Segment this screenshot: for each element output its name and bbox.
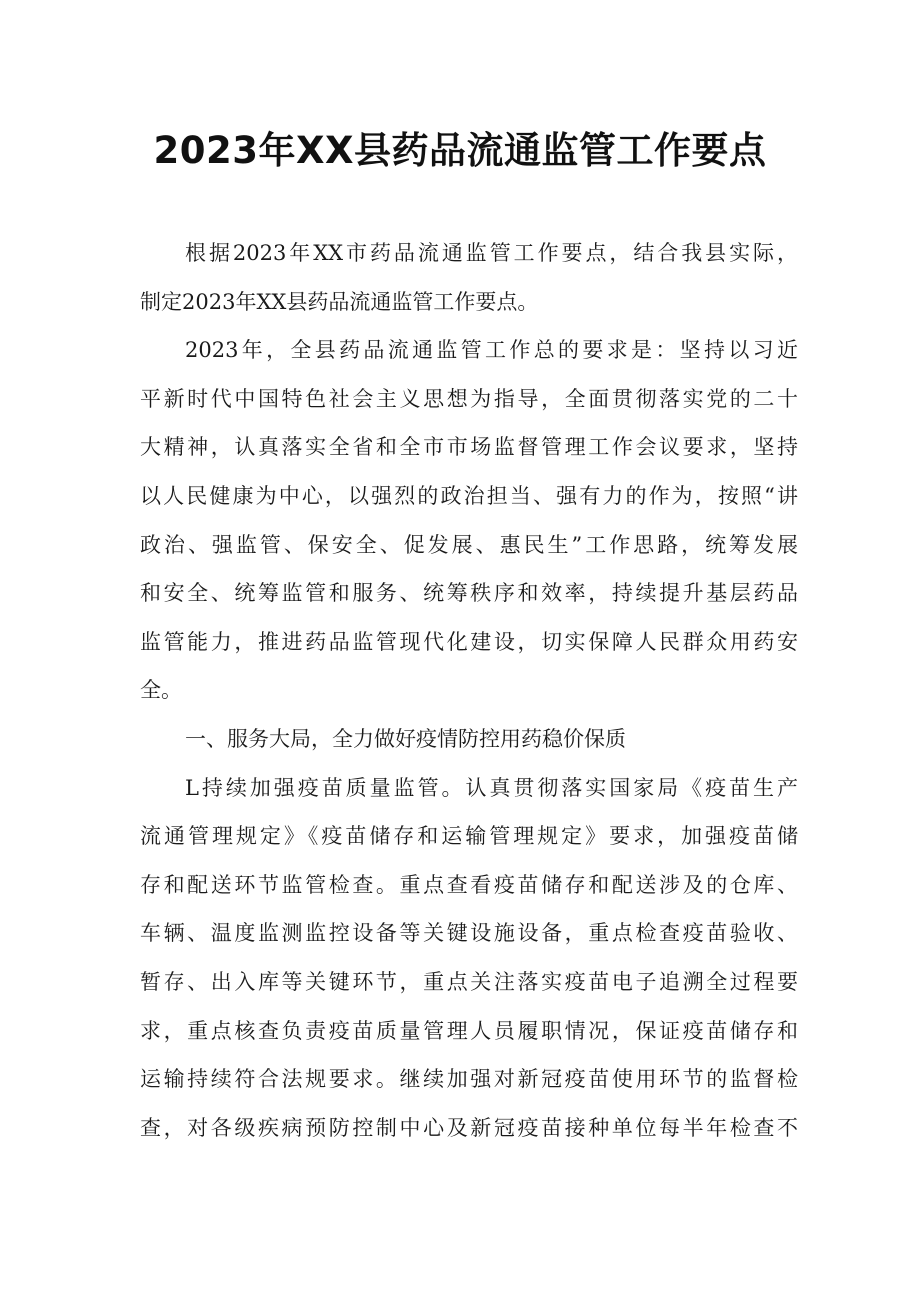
paragraph-line: 流通管理规定》《疫苗储存和运输管理规定》要求，加强疫苗储 [140, 824, 798, 849]
section-heading: 一、服务大局，全力做好疫情防控用药稳价保质 [185, 726, 626, 751]
paragraph-line: 平新时代中国特色社会主义思想为指导，全面贯彻落实党的二十 [140, 386, 798, 411]
paragraph-line: 政治、强监管、保安全、促发展、惠民生”工作思路，统筹发展 [140, 532, 798, 557]
paragraph-line: 全。 [140, 678, 182, 703]
paragraph-line: 求，重点核查负责疫苗质量管理人员履职情况，保证疫苗储存和 [140, 1018, 798, 1043]
paragraph-line: 大精神，认真落实全省和全市市场监督管理工作会议要求，坚持 [140, 435, 798, 460]
paragraph-line: 监管能力，推进药品监管现代化建设，切实保障人民群众用药安 [140, 629, 798, 654]
paragraph-line: 车辆、温度监测监控设备等关键设施设备，重点检查疫苗验收、 [140, 921, 798, 946]
paragraph-line: 以人民健康为中心，以强烈的政治担当、强有力的作为，按照“讲 [140, 483, 798, 508]
paragraph-line: L持续加强疫苗质量监管。认真贯彻落实国家局《疫苗生产 [185, 775, 798, 800]
paragraph-line: 制定2023年XX县药品流通监管工作要点。 [140, 289, 539, 314]
paragraph-line: 暂存、出入库等关键环节，重点关注落实疫苗电子追溯全过程要 [140, 969, 798, 994]
paragraph-line: 和安全、统筹监管和服务、统筹秩序和效率，持续提升基层药品 [140, 581, 798, 606]
paragraph-line: 根据2023年XX市药品流通监管工作要点，结合我县实际， [185, 241, 798, 265]
document-body [140, 229, 798, 1152]
paragraph-line: 查，对各级疾病预防控制中心及新冠疫苗接种单位每半年检查不 [140, 1115, 798, 1140]
document-title: 2023年XX县药品流通监管工作要点 [153, 129, 767, 172]
paragraph-line: 存和配送环节监管检查。重点查看疫苗储存和配送涉及的仓库、 [140, 872, 798, 897]
paragraph-line: 运输持续符合法规要求。继续加强对新冠疫苗使用环节的监督检 [140, 1067, 798, 1092]
paragraph-line: 2023年，全县药品流通监管工作总的要求是：坚持以习近 [185, 338, 798, 363]
